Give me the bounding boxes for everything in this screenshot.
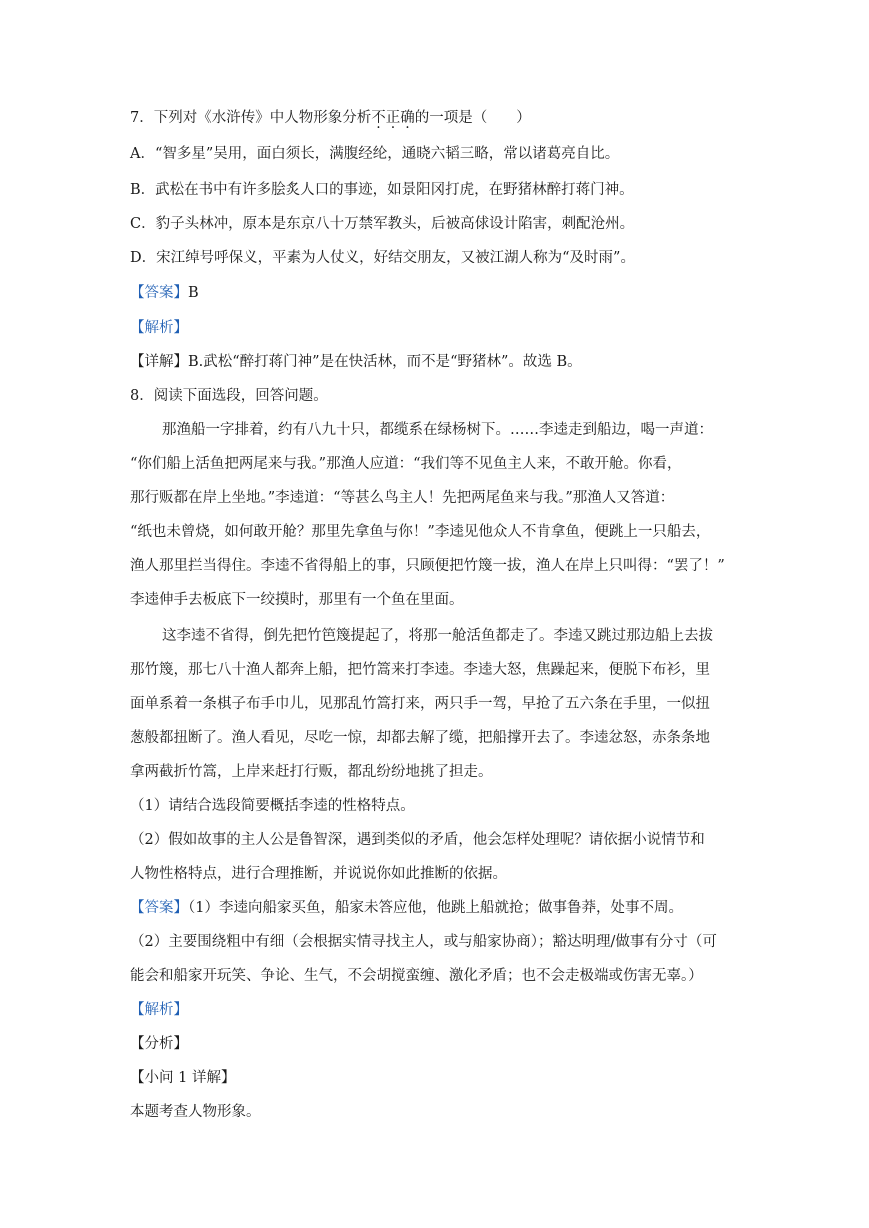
q7-emphasis-char: 不 — [371, 110, 386, 126]
q8-stem: 8．阅读下面选段，回答问题。 — [130, 388, 328, 404]
q7-analysis-label: 【解析】 — [130, 320, 188, 336]
answer-label: 【答案】 — [130, 285, 188, 301]
q8-sub1-detail-label: 【小问 1 详解】 — [130, 1070, 236, 1086]
q7-detail: 【详解】B.武松“醉打蒋门神”是在快活林，而不是“野猪林”。故选 B。 — [130, 354, 582, 370]
q7-emphasis-char: 正 — [385, 110, 401, 126]
passage-line: 这李逵不省得，倒先把竹笆篾提起了，将那一舱活鱼都走了。李逵又跳过那边船上去拔 — [162, 628, 713, 644]
q7-option-c: C．豹子头林冲，原本是东京八十万禁军教头，后被高俅设计陷害，刺配沧州。 — [130, 216, 635, 232]
passage-line: 李逵伸手去板底下一绞摸时，那里有一个鱼在里面。 — [130, 592, 464, 608]
passage-line: 那渔船一字排着，约有八九十只，都缆系在绿杨树下。……李逵走到船边，喝一声道： — [162, 422, 713, 438]
answer-label: 【答案】 — [130, 900, 188, 916]
q8-fenxi-label: 【分析】 — [130, 1036, 188, 1052]
q8-subquestion-2: （2）假如故事的主人公是鲁智深，遇到类似的矛盾，他会怎样处理呢？请依据小说情节和 — [130, 832, 705, 848]
passage-line: 面单系着一条棋子布手巾儿，见那乱竹篙打来，两只手一驾，早抢了五六条在手里，一似扭 — [130, 696, 710, 712]
q8-conclusion: 本题考查人物形象。 — [130, 1104, 261, 1120]
q8-answer-line: 能会和船家开玩笑、争论、生气，不会胡搅蛮缠、激化矛盾；也不会走极端或伤害无辜。） — [130, 968, 703, 984]
q8-answer-line: （2）主要围绕粗中有细（会根据实情寻找主人，或与船家协商）；豁达明理/做事有分寸（可 — [130, 934, 717, 950]
answer-text: （1）李逵向船家买鱼，船家未答应他，他跳上船就抢；做事鲁莽，处事不周。 — [188, 900, 683, 916]
passage-line: 葱般都扭断了。渔人看见，尽吃一惊，却都去解了缆，把船撑开去了。李逵忿怒，赤条条地 — [130, 730, 710, 746]
passage-line: 那竹篾，那七八十渔人都奔上船，把竹篙来打李逵。李逵大怒，焦躁起来，便脱下布衫，里 — [130, 662, 710, 678]
q8-answer — [130, 898, 683, 918]
q7-answer — [130, 283, 199, 303]
q7-emphasis-char: 确 — [400, 110, 415, 126]
passage-line: 拿两截折竹篙，上岸来赶打行贩，都乱纷纷地挑了担走。 — [130, 764, 493, 780]
q7-option-d: D．宋江绰号呼保义，平素为人仗义，好结交朋友，又被江湖人称为“及时雨”。 — [130, 250, 635, 266]
q7-stem-tail: 的一项是（ ） — [414, 110, 531, 126]
passage-line: “纸也未曾烧，如何敢开舱？那里先拿鱼与你！”李逵见他众人不肯拿鱼，便跳上一只船去， — [130, 524, 711, 540]
answer-value: B — [188, 285, 199, 301]
q7-stem — [130, 108, 531, 128]
q8-analysis-label: 【解析】 — [130, 1002, 188, 1018]
passage-line: 渔人那里拦当得住。李逵不省得船上的事，只顾便把竹篾一拔，渔人在岸上只叫得：“罢了！” — [130, 558, 725, 574]
q8-subquestion-2-cont: 人物性格特点，进行合理推断，并说说你如此推断的依据。 — [130, 866, 507, 882]
passage-line: 那行贩都在岸上坐地。”李逵道：“等甚么鸟主人！先把两尾鱼来与我。”那渔人又答道： — [130, 490, 675, 506]
q8-subquestion-1: （1）请结合选段简要概括李逵的性格特点。 — [130, 798, 415, 814]
q7-stem-text: 7．下列对《水浒传》中人物形象分析 — [130, 110, 372, 126]
q7-option-b: B．武松在书中有许多脍炙人口的事迹，如景阳冈打虎，在野猪林醉打蒋门神。 — [130, 182, 634, 198]
passage-line: “你们船上活鱼把两尾来与我。”那渔人应道：“我们等不见鱼主人来，不敢开舱。你看， — [130, 456, 682, 472]
q7-option-a: A．“智多星”吴用，面白须长，满腹经纶，通晓六韬三略，常以诸葛亮自比。 — [130, 146, 620, 162]
